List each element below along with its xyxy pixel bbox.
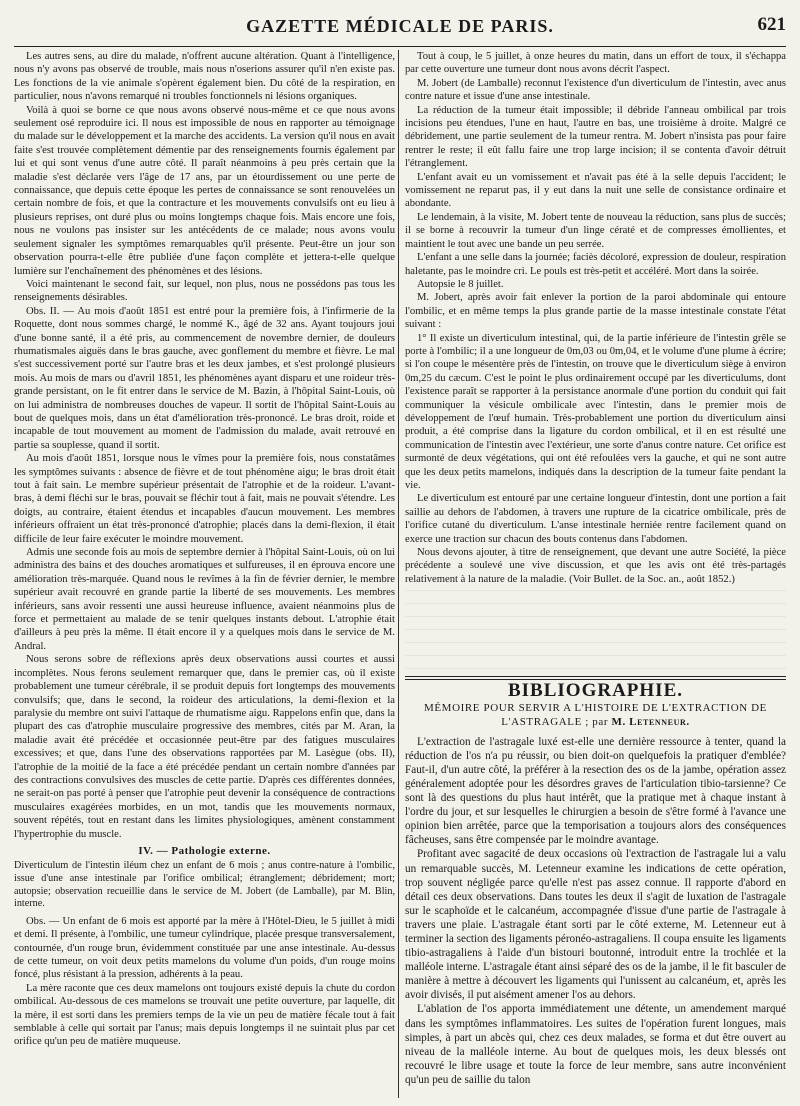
paragraph: La réduction de la tumeur était impossible; il débride l'anneau ombilical par trois incisions peu étendues, l'une en haut, l'autre en bas, une troisième à droite. Malgré ce débridement, une partie seulement de la tumeur rentra. M. Jobert n'insista pas pour faire rentrer le reste; il eût fallu faire une trop large incision; il se contenta d'avoir détruit l'étranglement. (405, 104, 786, 170)
paragraph: Admis une seconde fois au mois de septembre dernier à l'hôpital Saint-Louis, où on lui administra des bains et des douches aromatiques et sulfureuses, il en éprouva encore une amélioration très-marquée. Quand nous le revîmes à la fin de février dernier, le membre supérieur avait recouvré en grande partie la liberté de ses mouvements. Les membres inférieurs, sans avoir ressenti une aussi heureuse influence, avaient néanmoins plus de force et permettaient au malade de se tenir quelques instants debout. L'atrophie était d'ailleurs à peu près la même. Il était encore il y a quelques mois dans le service de M. Andral. (14, 547, 395, 652)
journal-title: GAZETTE MÉDICALE DE PARIS. (246, 16, 554, 36)
paragraph: Profitant avec sagacité de deux occasions où l'extraction de l'astragale lui a valu un remarquable succès, M. Letenneur examine les indications de cette opération, trop souvent négligée parce qu'elle n'est pas assez connue. Il rapporte d'abord en détail ces deux observations. Dans toutes les deux il s'agit de luxation de l'astragale sur le scaphoïde et le calcanéum, accompagnée d'issue d'une partie de l'astragale à travers une plaie. L'astragale étant sorti par le côté externe, M. Letenneur eut à terminer la section des ligaments péronéo-astragaliens. Il coupa ensuite les ligaments tibio-astragaliens à l'aide d'un bistouri boutonné, introduit entre la trochlée et la malléole interne. L'astragale étant ainsi séparé des os de la jambe, il le fit basculer de manière à mettre à découvert les ligaments qui l'unissent au calcanéum, et, après les avoir divisés, il put aisément amener l'os au dehors. (405, 848, 786, 1002)
paragraph: L'ablation de l'os apporta immédiatement une détente, un amendement marqué dans les symptômes inflammatoires. Les suites de l'opération furent longues, mais simples, à part un abcès qui, chez ces deux malades, se forma et dut être ouvert au niveau de la malléole interne. Au bout de quelques mois, les deux blessés ont recouvré le libre usage et toute la force de leur membre, sans autre inconvénient qu'un peu de saillie du talon (405, 1003, 786, 1086)
paragraph: L'enfant avait eu un vomissement et n'avait pas été à la selle depuis l'accident; le vomissement ne reparut pas, il y eut dans la nuit une selle de consistance ordinaire et abondante. (405, 171, 786, 210)
bibliography-body (405, 735, 786, 1087)
paragraph: Nous serons sobre de réflexions après deux observations aussi courtes et aussi incomplètes. Nous ferons seulement remarquer que, dans le premier cas, où il existe probablement une tumeur cérébrale, il se produit depuis fort longtemps des mouvements convulsifs; que, dans le second, la roideur des articulations, la demi-flexion et la paralysie du membre ont suivi l'attaque de rhumatisme aigu. Rappelons enfin que, dans la plupart des cas d'atrophie musculaire progressive des membres, cités par M. Aran, la maladie avait été précédée et occasionnée peut-être par des fatigues musculaires excessives; et que, dans l'une des observations rapportées par M. Lasègue (obs. II), l'atrophie de la moitié de la face a été précédée pendant un certain nombre d'années par des contractions convulsives des muscles de cette partie. D'après ces différentes données, ne serait-on pas porté à penser que l'atrophie peut devenir la conséquence de contractions musculaires exagérées morbides, en un mot, tandis que les mouvements normaux, souvent répétés, tout en restant dans les limites physiologiques, amènent constamment l'hypertrophie du muscle. (14, 654, 395, 840)
column-divider (398, 50, 399, 1098)
paragraph: L'extraction de l'astragale luxé est-elle une dernière ressource à tenter, quand la réduction de l'os n'a pu réussir, ou bien doit-on quelquefois la pratiquer d'emblée? Faut-il, d'un autre côté, la préférer à la resection des os de la jambe, opération assez généralement adoptée pour les désordres graves de l'articulation tibio-tarsienne? Ce sont là des questions du plus haut intérêt, que la pratique met à chaque instant à l'ordre du jour, et sur lesquelles le chirurgien a besoin de s'être formé à l'avance une opinion bien arrêtée, parce que la temporisation a toujours alors des conséquences fâcheuses, sans être compensée par le moindre avantage. (405, 735, 786, 847)
paragraph: Au mois d'août 1851, lorsque nous le vîmes pour la première fois, nous constatâmes les symptômes suivants : absence de fièvre et de tout phénomène aigu; le bras droit était tout à fait sain. Le membre supérieur présentait de l'atrophie et de la roideur. L'avant-bras, à demi fléchi sur le bras, pouvait se fléchir tout à fait, mais ne pouvait s'étendre. Les doigts, au contraire, étaient étendus et incapables d'aucun mouvement. Les membres inférieurs offraient un état très-prononcé d'atrophie; placés dans la demi-flexion, il était difficile de leur faire exécuter le moindre mouvement. (14, 453, 395, 545)
paragraph: La mère raconte que ces deux mamelons ont toujours existé depuis la chute du cordon ombilical. Au-dessous de ces mamelons se trouvait une petite ouverture, par laquelle, dit la mère, il est sorti dans les premiers temps de la vie un peu de matière fécale tout à fait semblable à celle qui sortait par l'anus; mais depuis longtemps il ne suintait plus par cet orifice qu'un peu de matière muqueuse. (14, 982, 395, 1048)
bibliography-title: BIBLIOGRAPHIE. (507, 680, 683, 702)
paragraph: Tout à coup, le 5 juillet, à onze heures du matin, dans un effort de toux, il s'échappa par cette ouverture une tumeur dont nous avons décrit l'aspect. (405, 51, 786, 76)
page-header (14, 10, 786, 47)
paragraph: Les autres sens, au dire du malade, n'offrent aucune altération. Quant à l'intelligence, nous n'y avons pas observé de trouble, mais nous n'oserions assurer qu'il n'en existe pas. Les fonctions de la vie animale s'opèrent également bien. Du côté de la respiration, en particulier, nous n'avons remarqué ni troubles fonctionnels ni lésions organiques. (14, 51, 395, 103)
paragraph: Nous devons ajouter, à titre de renseignement, que devant une autre Société, la pièce précédente a soulevé une vive discussion, et que les avis ont été très-partagés relativement à la nature de la maladie. (Voir Bullet. de la Soc. an., août 1852.) (405, 547, 786, 585)
memoire-heading-text: L'ASTRAGALE ; par (501, 715, 609, 728)
bleed-through-area (405, 590, 786, 672)
memoire-heading (405, 701, 786, 729)
memoire-heading-line1: MÉMOIRE POUR SERVIR A L'HISTOIRE DE L'EXTRACTION DE (423, 701, 767, 714)
memoire-author: M. Letenneur. (611, 715, 690, 728)
paragraph: Voici maintenant le second fait, sur lequel, non plus, nous ne possédons pas tous les renseignements désirables. (14, 278, 395, 304)
left-column (14, 50, 395, 1102)
paragraph: M. Jobert (de Lamballe) reconnut l'existence d'un diverticulum de l'intestin, avec anus contre nature et issue d'une anse intestinale. (405, 77, 786, 103)
paragraph: L'enfant a une selle dans la journée; faciès décoloré, expression de douleur, respiration haletante, pas le moindre cri. Le pouls est très-petit et accéléré. Mort dans la soirée. (405, 252, 786, 277)
memoire-heading-line2 (405, 715, 786, 729)
article-subheading: Diverticulum de l'intestin iléum chez un enfant de 6 mois ; anus contre-nature à l'ombilic, issue d'une anse intestinale par l'orifice ombilical; étranglement; débridement; mort; autopsie; observation recueillie dans le service de M. Jobert (de Lamballe), par M. Blin, interne. (14, 860, 395, 910)
page-number: 621 (757, 14, 786, 35)
section-heading: IV. — Pathologie externe. (138, 844, 271, 857)
paragraph: Obs. — Un enfant de 6 mois est apporté par la mère à l'Hôtel-Dieu, le 5 juillet à midi et demi. Il présente, à l'ombilic, une tumeur cylindrique, placée presque transversalement, contournée, d'un rouge brun, évidemment constituée par une anse intestinale. Au-dessus de cette tumeur, on voit deux petits mamelons du volume d'un poids, d'un rouge moins foncé, plus résistant à la pression, adhérents à la peau. (14, 915, 395, 981)
paragraph: Le lendemain, à la visite, M. Jobert tente de nouveau la réduction, sans plus de succès; il se borne à recouvrir la tumeur d'un linge cératé et de compresses émollientes, et maintient le tout avec une bande un peu serrée. (405, 211, 786, 250)
right-column (405, 50, 786, 1102)
paragraph: M. Jobert, après avoir fait enlever la portion de la paroi abdominale qui entoure l'ombilic, et en même temps la plus grande partie de la masse intestinale constate l'état suivant : (405, 292, 786, 331)
paragraph: 1° Il existe un diverticulum intestinal, qui, de la partie inférieure de l'intestin grêle se porte à l'ombilic; il a une longueur de 0m,03 ou 0m,04, et le volume d'une plume à écrire; si l'on coupe le mésentère près de l'intestin, on trouve que le diverticulum siège à environ 0m,25 du cæcum. C'est le point le plus ordinairement occupé par les diverticulums, dont l'existence paraît se rapporter à la persistance anormale d'une portion du conduit qui fait communiquer la vésicule ombilicale avec l'intestin, dans le premier mois de développement de l'œuf humain. Très-probablement une portion du diverticulum ainsi produit, a été comprise dans la ligature du cordon ombilical, et il en est résulté une communication de l'intestin avec l'extérieur, une sorte d'anus contre nature. Cet orifice est surmonté de deux végétations, qui ont été refoulées vers la gauche, et qui ne sont autre que les deux petits mamelons, indiqués dans la description de la tumeur faite pendant la vie. (405, 332, 786, 491)
paragraph: Obs. II. — Au mois d'août 1851 est entré pour la première fois, à l'infirmerie de la Roquette, dont nous sommes chargé, le nommé K., âgé de 32 ans. Ayant toujours joui d'une bonne santé, il a été pris, au commencement de novembre dernier, de douleurs rhumatismales aiguës dans le bras gauche, avec gonflement du membre et fièvre. Le mal s'est successivement porté sur l'autre bras et les deux jambes, et s'est prolongé plusieurs mois. Au mois de mars ou d'avril 1851, les phénomènes ayant disparu et une roideur très-grande persistant, on le fit entrer dans le service de M. Bazin, à l'hôpital Saint-Louis, où on lui administra de nombreuses douches de vapeur. Il sortit de l'hôpital Saint-Louis au bout de quelques mois, dans un état d'amélioration très-prononcé. Le bras droit, roide et incapable de tout mouvement au moment de l'admission du malade, avait retrouvé en partie sa souplesse, quand il sortit. (14, 305, 395, 451)
paragraph: Voilà à quoi se borne ce que nous avons observé nous-même et ce que nous avons seulement osé reproduire ici. Il nous est impossible de nous en rapporter au témoignage du malade sur le développement et la marche des accidents. La version qu'il nous en avait faite s'est trouvée complètement démentie par des renseignements fournis également par lui et qui sont venus d'une autre côté. Il paraît néanmoins à peu près certain que la maladie s'est déclarée vers l'âge de 17 ans, par un étourdissement ou une perte de connaissance, que depuis cette époque les pertes de connaissance se sont renouvelées un certain nombre de fois, et que la contracture et les mouvements convulsifs ont eu lieu à plusieurs reprises, ont duré plus ou moins longtemps chaque fois. Mais encore une fois, nous ne voulons pas insister sur les antécédents de ce malade; nous avons voulu seulement signaler les symptômes remarquables qu'il présente. Peut-être un jour son observation pourra-t-elle être publiée d'une façon complète et jettera-t-elle quelque lumière sur l'enchaînement des phénomènes et des lésions. (14, 104, 395, 277)
paragraph: Le diverticulum est entouré par une certaine longueur d'intestin, dont une portion a fait saillie au dehors de l'abdomen, à travers une rupture de la cicatrice ombilicale, près de l'orifice cutané du diverticulum. L'anse intestinale herniée rentre facilement quand on exerce une traction sur chacun des bouts contenus dans l'abdomen. (405, 493, 786, 545)
paragraph: Autopsie le 8 juillet. (417, 278, 504, 290)
